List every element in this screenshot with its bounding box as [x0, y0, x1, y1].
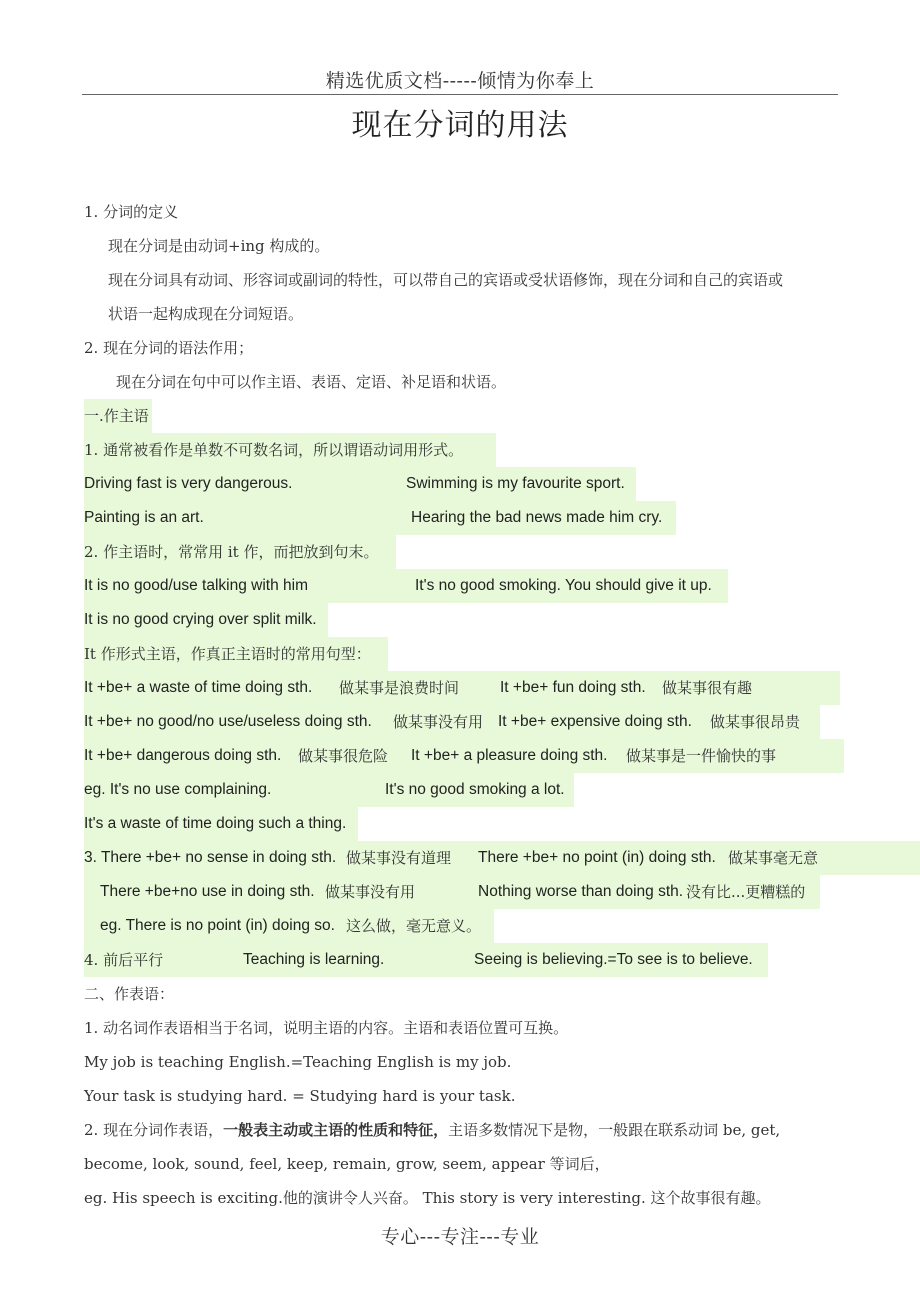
rule-line: become, look, sound, feel, keep, remain, grow, seem, appear 等词后， [84, 1155, 610, 1173]
example-row [84, 569, 728, 603]
pattern-row [84, 739, 844, 773]
example-line: Your task is studying hard. = Studying hard is your task. [84, 1087, 516, 1105]
pattern-cn: 做某事是一件愉快的事 [626, 747, 777, 765]
pattern-row [84, 671, 840, 705]
pattern-cn: 做某事很昂贵 [710, 713, 801, 731]
rule-row [84, 943, 768, 977]
rule-en: 3. There +be+ no sense in doing sth. [84, 849, 337, 866]
rule-text: 2. 现在分词作表语， [84, 1121, 224, 1139]
rule-en: There +be+no use in doing sth. [100, 883, 315, 900]
example-right: It's no good smoking a lot. [385, 781, 565, 798]
example-row [84, 773, 574, 807]
example-right: It's no good smoking. You should give it up. [415, 577, 712, 594]
pattern-cn: 做某事是浪费时间 [339, 679, 460, 697]
subsection-predicative-heading: 二、作表语： [84, 985, 175, 1003]
header-rule [82, 94, 838, 95]
page-header: 精选优质文档-----倾情为你奉上 [325, 70, 595, 92]
pattern-en: It +be+ dangerous doing sth. [84, 747, 282, 764]
rule-en: Nothing worse than doing sth. [478, 883, 684, 900]
pattern-en: It +be+ fun doing sth. [500, 679, 646, 696]
paragraph-line: 现在分词是由动词+ing 构成的。 [108, 237, 330, 255]
rule-en: There +be+ no point (in) doing sth. [478, 849, 716, 866]
pattern-en: It +be+ no good/no use/useless doing sth. [84, 713, 372, 730]
example-left: eg. It's no use complaining. [84, 781, 272, 798]
example-en: eg. There is no point (in) doing so. [100, 917, 335, 934]
document-title: 现在分词的用法 [351, 108, 569, 143]
rule-line: 1. 通常被看作是单数不可数名词，所以谓语动词用形式。 [84, 433, 496, 467]
subsection-subject-heading: 一.作主语 [84, 399, 152, 433]
rule-line: 1. 动名词作表语相当于名词，说明主语的内容。主语和表语位置可互换。 [84, 1019, 569, 1037]
pattern-cn: 做某事很有趣 [662, 679, 753, 697]
section-1-heading: 1. 分词的定义 [84, 203, 179, 221]
example-line: It is no good crying over split milk. [84, 603, 328, 637]
pattern-cn: 做某事很危险 [298, 747, 389, 765]
example-right: Hearing the bad news made him cry. [411, 509, 663, 526]
pattern-cn: 做某事没有用 [393, 713, 484, 731]
example-line: eg. His speech is exciting.他的演讲令人兴奋。 This story is very interesting. 这个故事很有趣。 [84, 1189, 771, 1207]
paragraph-line: 状语一起构成现在分词短语。 [108, 305, 304, 323]
rule-cn: 4. 前后平行 [84, 951, 164, 969]
example-row [84, 467, 636, 501]
rule-cn: 做某事没有用 [325, 883, 416, 901]
example-cn: 这么做，毫无意义。 [346, 917, 482, 935]
example-line: It's a waste of time doing such a thing. [84, 807, 358, 841]
page-footer: 专心---专注---专业 [380, 1226, 540, 1248]
rule-line [84, 1113, 780, 1147]
pattern-en: It +be+ a waste of time doing sth. [84, 679, 313, 696]
example-left: It is no good/use talking with him [84, 577, 309, 594]
pattern-heading: It 作形式主语，作真正主语时的常用句型： [84, 637, 388, 671]
example-left: Painting is an art. [84, 509, 204, 526]
example-right: Swimming is my favourite sport. [406, 475, 625, 492]
rule-text: 主语多数情况下是物，一般跟在联系动词 be, get, [448, 1121, 781, 1139]
rule-cn: 做某事毫无意 [728, 849, 819, 867]
example-row [84, 909, 494, 943]
example-left: Driving fast is very dangerous. [84, 475, 293, 492]
paragraph-line: 现在分词在句中可以作主语、表语、定语、补足语和状语。 [116, 373, 507, 391]
paragraph-line: 现在分词具有动词、形容词或副词的特性，可以带自己的宾语或受状语修饰，现在分词和自己的宾语或 [108, 271, 784, 289]
rule-bold-text: 一般表主动或主语的性质和特征， [223, 1121, 449, 1139]
example-row [84, 501, 676, 535]
example-en: Seeing is believing.=To see is to believe. [474, 951, 753, 968]
rule-cn: 没有比...更糟糕的 [686, 883, 806, 901]
example-line: My job is teaching English.=Teaching English is my job. [84, 1053, 512, 1071]
pattern-en: It +be+ a pleasure doing sth. [411, 747, 608, 764]
rule-row [84, 875, 820, 909]
rule-line: 2. 作主语时，常常用 it 作，而把放到句末。 [84, 535, 396, 569]
pattern-row [84, 705, 820, 739]
rule-cn: 做某事没有道理 [346, 849, 452, 867]
section-2-heading: 2. 现在分词的语法作用； [84, 339, 254, 357]
pattern-en: It +be+ expensive doing sth. [498, 713, 692, 730]
rule-row [84, 841, 920, 875]
example-en: Teaching is learning. [243, 951, 385, 968]
